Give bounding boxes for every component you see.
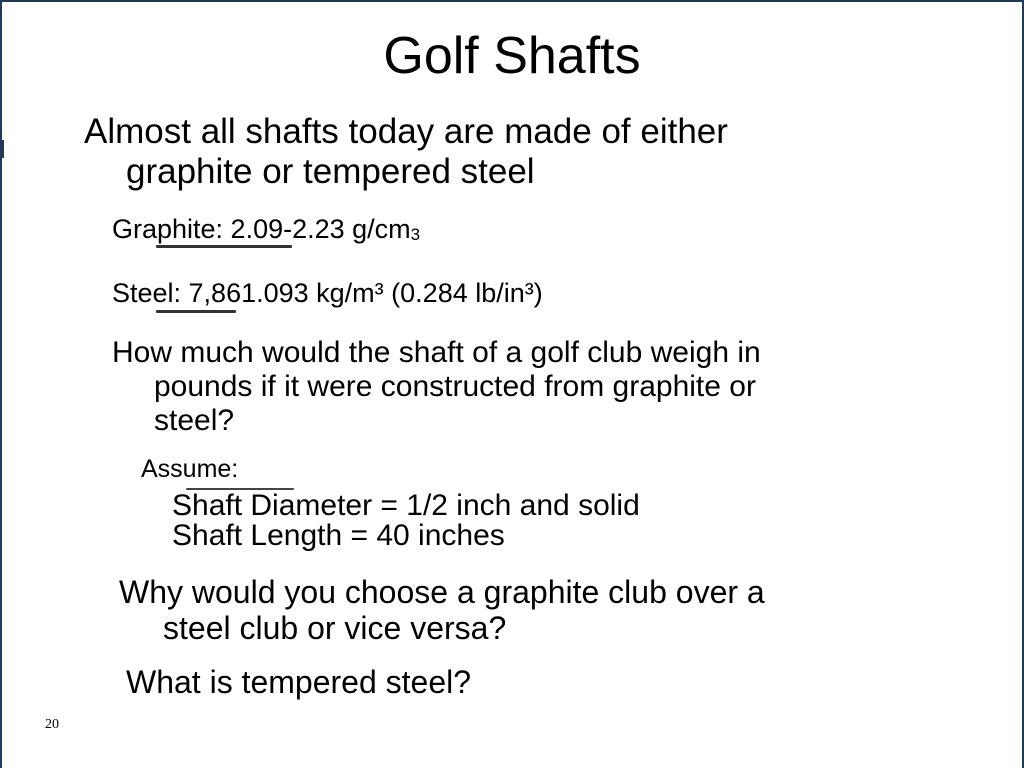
slide-frame-top <box>0 0 1024 2</box>
steel-underline-mark <box>156 310 236 313</box>
slide-frame-left-notch <box>0 140 4 158</box>
slide-frame-left <box>0 0 2 768</box>
intro-text <box>84 112 728 192</box>
weight-question-line-2: pounds if it were constructed from graphite or <box>154 370 756 403</box>
weight-question-line-3: steel? <box>154 404 235 437</box>
graphite-underline-mark <box>156 245 292 248</box>
tempered-steel-question: What is tempered steel? <box>126 664 472 700</box>
choice-question <box>119 574 765 646</box>
shaft-length: Shaft Length = 40 inches <box>172 519 505 552</box>
graphite-density-exponent: 3 <box>410 225 421 244</box>
weight-question-line-1: How much would the shaft of a golf club weigh in <box>112 336 761 369</box>
steel-density: Steel: 7,861.093 kg/m³ (0.284 lb/in³) <box>112 278 543 308</box>
intro-line-1: Almost all shafts today are made of either <box>84 112 728 151</box>
choice-question-line-2: steel club or vice versa? <box>163 610 507 646</box>
page-number: 20 <box>45 717 59 732</box>
intro-line-2: graphite or tempered steel <box>126 152 535 191</box>
weight-question <box>112 336 761 438</box>
slide-title: Golf Shafts <box>383 27 641 85</box>
choice-question-line-1: Why would you choose a graphite club over a <box>119 574 765 610</box>
graphite-density-text: Graphite: 2.09-2.23 g/cm <box>112 214 411 244</box>
assume-label: Assume: <box>141 455 239 483</box>
shaft-diameter: Shaft Diameter = 1/2 inch and solid <box>172 489 640 522</box>
